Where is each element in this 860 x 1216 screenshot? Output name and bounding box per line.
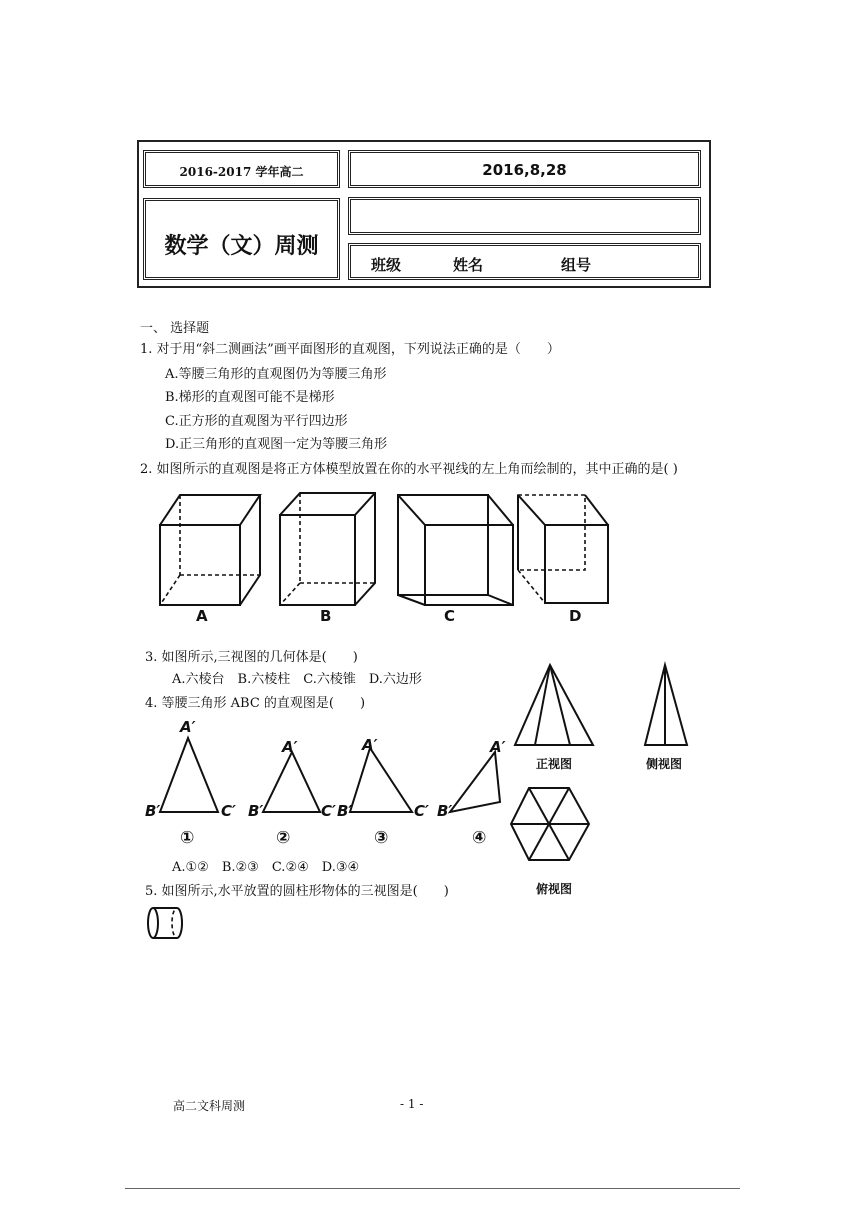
cube-label-a: A	[196, 607, 208, 625]
question-3-stem: 3. 如图所示,三视图的几何体是( )	[145, 650, 358, 665]
top-view-figure	[511, 788, 589, 860]
q1-option-a: A.等腰三角形的直观图仍为等腰三角形	[165, 367, 387, 382]
triangle-number-3: ③	[374, 828, 389, 848]
three-view-figures	[505, 660, 705, 885]
triangle-number-4: ④	[472, 828, 487, 848]
t1-vertex-c: C′	[221, 802, 236, 820]
group-label: 组号	[561, 256, 592, 274]
side-view-figure	[645, 665, 687, 745]
triangle-number-2: ②	[276, 828, 291, 848]
t4-vertex-b: B′	[437, 802, 453, 820]
question-1-stem: 1. 对于用“斜二测画法”画平面图形的直观图，下列说法正确的是（ ）	[140, 342, 560, 357]
triangle-2-figure	[263, 752, 320, 812]
q2-cube-figures	[150, 485, 630, 610]
top-view-label: 俯视图	[536, 882, 573, 896]
t1-vertex-a: A′	[180, 718, 196, 736]
triangle-3-figure	[350, 748, 412, 812]
t2-vertex-a: A′	[282, 738, 298, 756]
cube-label-d: D	[569, 607, 582, 625]
t2-vertex-c: C′	[321, 802, 336, 820]
year-box	[143, 150, 340, 188]
footer-divider	[125, 1188, 740, 1189]
cylinder-figure	[145, 905, 190, 941]
q3-options: A.六棱台 B.六棱柱 C.六棱锥 D.六边形	[172, 672, 422, 687]
triangle-1-figure	[160, 738, 218, 812]
t1-vertex-b: B′	[145, 802, 161, 820]
blank-box	[348, 197, 701, 235]
class-label: 班级	[371, 256, 402, 274]
q1-option-c: C.正方形的直观图为平行四边形	[165, 414, 348, 429]
cube-d-figure	[518, 495, 608, 603]
section-title: 一、 选择题	[140, 321, 210, 336]
side-view-label: 侧视图	[646, 757, 683, 771]
cube-c-figure	[398, 495, 513, 605]
t3-vertex-c: C′	[414, 802, 429, 820]
footer-course-label: 高二文科周测	[173, 1099, 246, 1113]
q1-option-b: B.梯形的直观图可能不是梯形	[165, 390, 335, 405]
school-year: 2016-2017 学年高二	[179, 165, 304, 179]
t3-vertex-b: B′	[337, 802, 353, 820]
cube-label-b: B	[320, 607, 332, 625]
name-label: 姓名	[453, 256, 484, 274]
q4-options: A.①② B.②③ C.②④ D.③④	[172, 860, 360, 875]
cube-b-figure	[280, 493, 375, 605]
q1-option-d: D.正三角形的直观图一定为等腰三角形	[165, 437, 388, 452]
date-box	[348, 150, 701, 188]
question-4-stem: 4. 等腰三角形 ABC 的直观图是( )	[145, 696, 366, 711]
test-date: 2016,8,28	[482, 161, 567, 179]
t4-vertex-a: A′	[490, 738, 506, 756]
student-fields-box	[348, 243, 701, 280]
t3-vertex-a: A′	[362, 736, 378, 754]
front-view-label: 正视图	[536, 757, 573, 771]
question-2-stem: 2. 如图所示的直观图是将正方体模型放置在你的水平视线的左上角而绘制的，其中正确的是( )	[140, 462, 678, 477]
title-box	[143, 198, 340, 280]
triangle-number-1: ①	[180, 828, 195, 848]
page-number: - 1 -	[400, 1097, 424, 1111]
question-5-stem: 5. 如图所示,水平放置的圆柱形物体的三视图是( )	[145, 884, 449, 899]
page-title: 数学（文）周测	[164, 233, 319, 259]
cube-a-figure	[160, 495, 260, 605]
t2-vertex-b: B′	[248, 802, 264, 820]
front-view-figure	[515, 665, 593, 745]
cube-label-c: C	[444, 607, 456, 625]
triangle-4-figure	[450, 752, 500, 812]
